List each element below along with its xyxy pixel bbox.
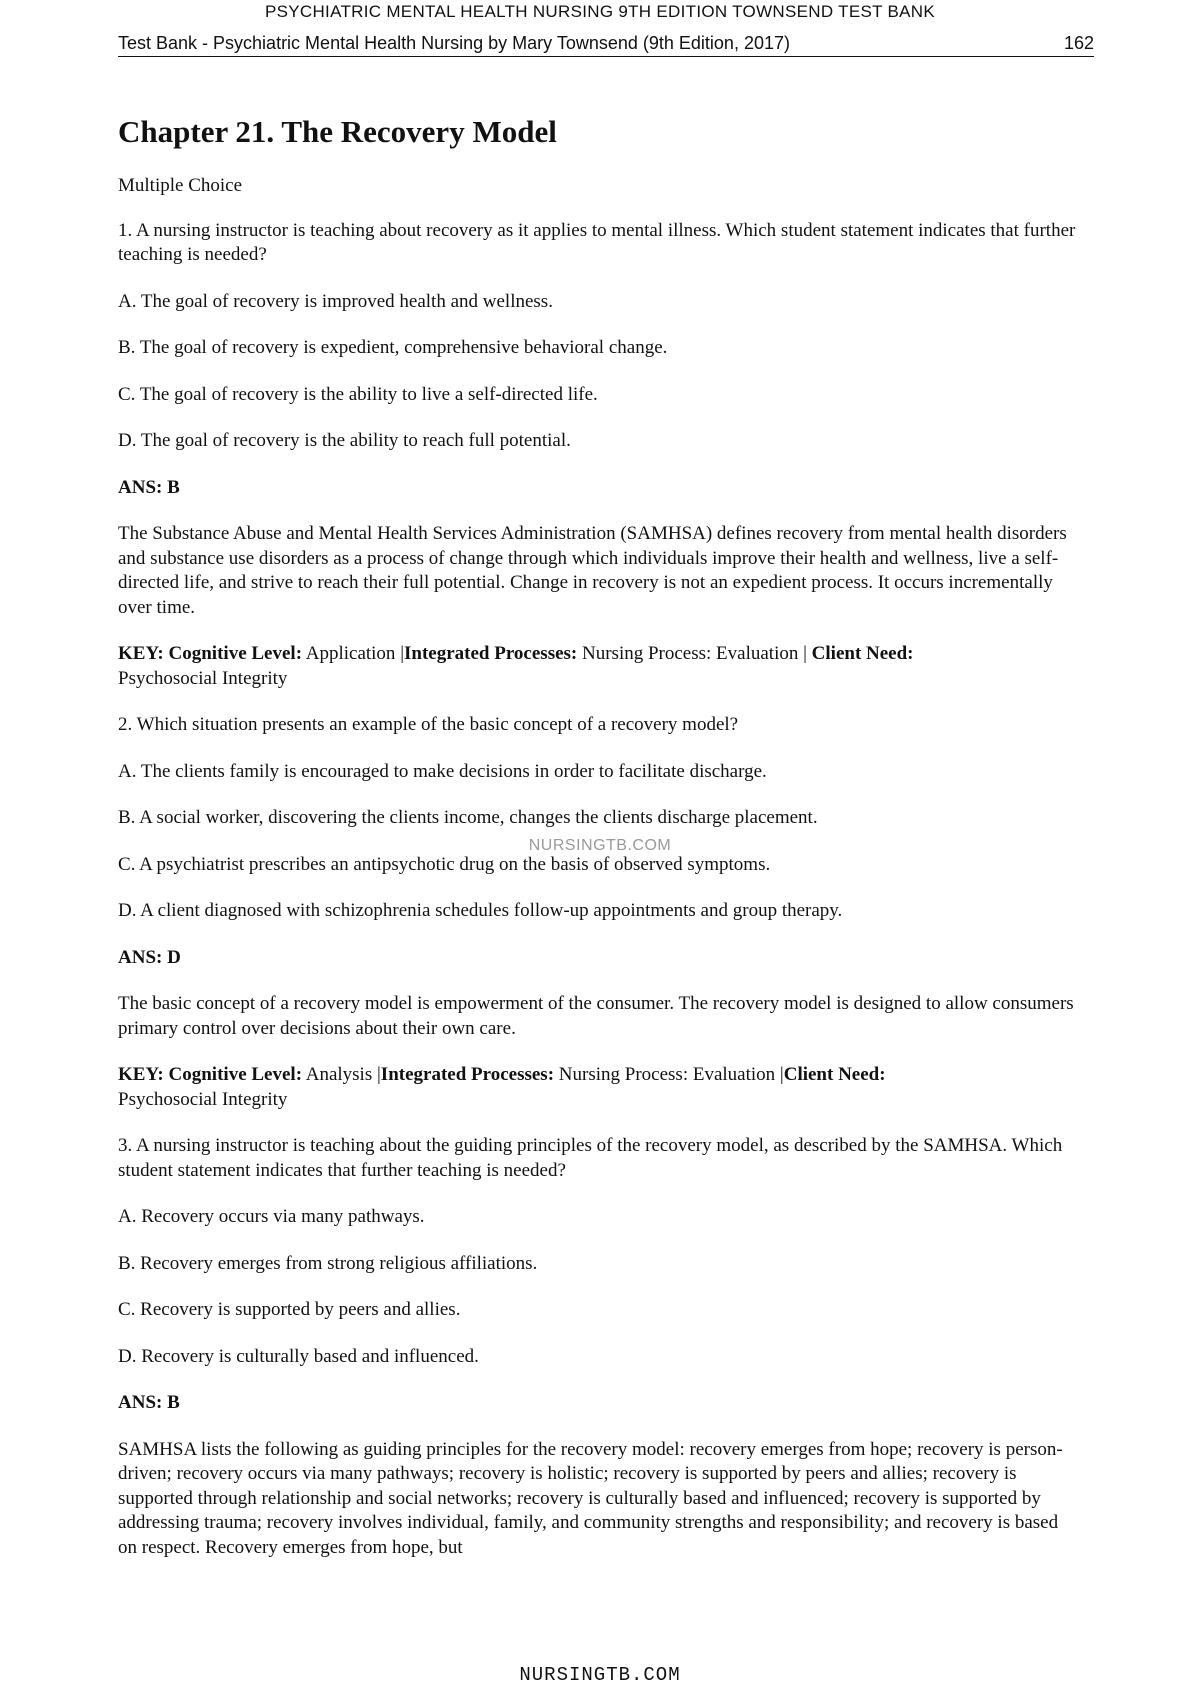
question-stem: 1. A nursing instructor is teaching about recovery as it applies to mental illness. Which student statement indicates that further teaching is needed? (118, 219, 1076, 265)
answer-option: C. A psychiatrist prescribes an antipsychotic drug on the basis of observed symptoms. (118, 853, 771, 875)
chapter-title: Chapter 21. The Recovery Model (118, 114, 557, 149)
client-need-label: Client Need: (811, 643, 914, 664)
answer-key: ANS: B (118, 1392, 180, 1413)
answer-option: C. Recovery is supported by peers and allies. (118, 1299, 461, 1320)
client-need-value: Psychosocial Integrity (118, 667, 288, 689)
answer-option: A. The clients family is encouraged to make decisions in order to facilitate discharge. (118, 760, 767, 782)
question-stem: 3. A nursing instructor is teaching about the guiding principles of the recovery model, as described by the SAMHSA. Which student statement indicates that further teaching is needed? (118, 1135, 1063, 1181)
footer-watermark: NURSINGTB.COM (519, 1664, 681, 1686)
watermark: NURSINGTB.COM (528, 837, 672, 854)
integrated-processes-value: Nursing Process: Evaluation (558, 1064, 776, 1085)
separator: | (400, 643, 404, 664)
integrated-processes-value: Nursing Process: Evaluation (582, 643, 799, 664)
integrated-processes-label: Integrated Processes: (380, 1064, 555, 1085)
answer-option: D. The goal of recovery is the ability to reach full potential. (118, 430, 571, 451)
key-metadata (118, 1063, 1078, 1112)
cognitive-level-label: Cognitive Level: (168, 643, 303, 664)
cognitive-level-value: Analysis (305, 1064, 373, 1085)
answer-option: B. The goal of recovery is expedient, comprehensive behavioral change. (118, 337, 668, 358)
running-header (118, 33, 1094, 57)
answer-option: C. The goal of recovery is the ability to live a self-directed life. (118, 383, 598, 405)
rationale: The basic concept of a recovery model is empowerment of the consumer. The recovery model is designed to allow consumers primary control over decisions about their own care. (118, 993, 1074, 1039)
answer-key: ANS: D (118, 946, 181, 968)
answer-key: ANS: B (118, 476, 180, 498)
key-prefix: KEY: (118, 1064, 164, 1085)
question-stem: 2. Which situation presents an example of the basic concept of a recovery model? (118, 714, 739, 735)
answer-option: A. Recovery occurs via many pathways. (118, 1206, 425, 1227)
answer-option: A. The goal of recovery is improved health and wellness. (118, 290, 553, 312)
answer-option: D. Recovery is culturally based and influenced. (118, 1345, 479, 1367)
separator: | (803, 643, 807, 664)
header-title: Test Bank - Psychiatric Mental Health Nursing by Mary Townsend (9th Edition, 2017) (118, 33, 790, 53)
separator: | (779, 1064, 784, 1085)
integrated-processes-label: Integrated Processes: (404, 643, 578, 664)
answer-option: B. Recovery emerges from strong religious affiliations. (118, 1252, 538, 1274)
cognitive-level-label: Cognitive Level: (168, 1064, 303, 1085)
rationale: SAMHSA lists the following as guiding principles for the recovery model: recovery emerges from hope; recovery is person-driven; recovery occurs via many pathways; recovery is holistic; recovery is supported by peers and allies; recovery is supported through relationship and social networks; recovery is culturally based and influenced; recovery is supported by addressing trauma; recovery involves individual, family, and community strengths and responsibility; and recovery is based on respect. Recovery emerges from hope, but (118, 1438, 1063, 1558)
separator: | (376, 1064, 381, 1085)
key-prefix: KEY: (118, 643, 164, 664)
client-need-label: Client Need: (783, 1064, 886, 1085)
page-number: 162 (1063, 33, 1094, 53)
key-metadata (118, 642, 1078, 691)
cognitive-level-value: Application (305, 643, 396, 664)
client-need-value: Psychosocial Integrity (118, 1088, 288, 1110)
top-banner: PSYCHIATRIC MENTAL HEALTH NURSING 9TH EDITION TOWNSEND TEST BANK (264, 2, 935, 21)
rationale: The Substance Abuse and Mental Health Services Administration (SAMHSA) defines recovery from mental health disorders and substance use disorders as a process of change through which individuals improve their health and wellness, live a self-directed life, and strive to reach their full potential. Change in recovery is not an expedient process. It occurs incrementally over time. (118, 523, 1067, 618)
section-label: Multiple Choice (118, 175, 243, 196)
answer-option: B. A social worker, discovering the clients income, changes the clients discharge placement. (118, 807, 818, 828)
answer-option: D. A client diagnosed with schizophrenia schedules follow-up appointments and group therapy. (118, 900, 843, 921)
